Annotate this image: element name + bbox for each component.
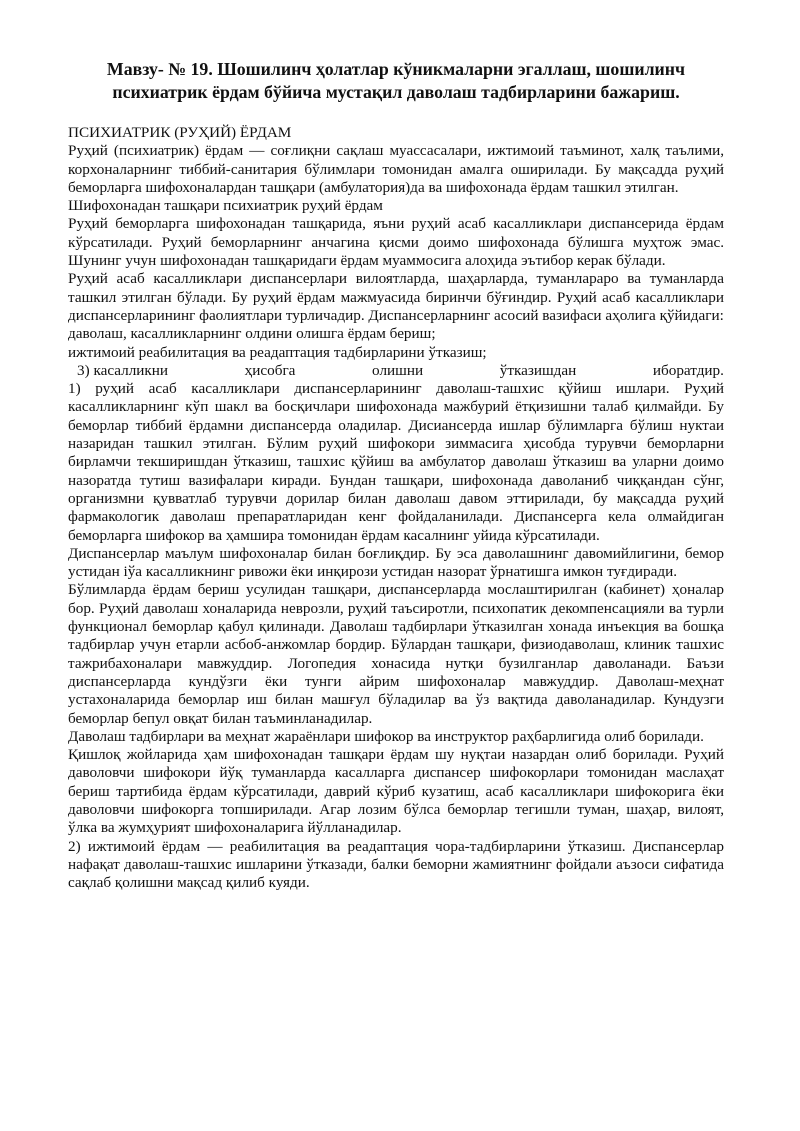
- section-heading: ПСИХИАТРИК (РУҲИЙ) ЁРДАМ: [68, 124, 292, 141]
- list-word: ҳисобга: [244, 361, 296, 379]
- title-line-1: Мавзу- № 19. Шошилинч ҳолатлар кўникмаларни эгаллаш, шошилинч: [106, 59, 686, 79]
- paragraph-hospital-link: Диспансерлар маълум шифохоналар билан боғлиқдир. Бу эса даволашнинг давомийлигини, бемор устидан іўа касалликнинг ривожи ёки инқирози устидан назорат ўрнатишга имкон туғдиради.: [68, 544, 724, 581]
- paragraph-cabinets: Бўлимларда ёрдам бериш усулидан ташқари, диспансерларда мослаштирилган (кабинет) ҳоналар бор. Руҳий даволаш хоналарида неврозли, руҳий таъсиротли, психопатик декомпенсацияли ва турли функционал беморлар қабул қилинади. Даволаш тадбирлари ўтказилган хонада инъекция ва бошқа тадбирлар учун етарли асбоб-анжомлар бордир. Бўлардан ташқари, физиодаволаш, клиник ташхис тажрибахоналари мавжуддир. Логопедия хонасида нутқи бузилганлар даволанади. Баъзи диспансерларда кундўзги ёки тунги айрим шифохоналар мавжуддир. Даволаш-меҳнат устахоналарида беморлар иш билан машғул бўладилар ва ўз вақтида даволанадилар. Кундузги беморлар бепул овқат билан таъминланадилар.: [68, 581, 724, 727]
- document-page: [68, 58, 724, 892]
- list-item-treatment: даволаш, касалликларнинг олдини олишга ёрдам бериш;: [68, 325, 436, 343]
- paragraph-outpatient: Руҳий беморларга шифохонадан ташқарида, яъни руҳий асаб касалликлари диспансерида ёрдам кўрсатилади. Руҳий беморларнинг анчагина қисми доимо шифохонада бўлишга муҳтож эмас. Шунинг учун шифохонадан ташқаридаги ёрдам муаммосига алоҳида эътибор керак бўлади.: [68, 215, 724, 270]
- list-item-rehabilitation: ижтимоий реабилитация ва реадаптация тадбирларини ўтказиш;: [68, 343, 487, 361]
- list-word: 3) касалликни: [77, 361, 169, 379]
- list-item-registration: [68, 362, 724, 380]
- list-word: ўтказишдан: [499, 361, 577, 379]
- paragraph-labor-therapy: Даволаш тадбирлари ва меҳнат жараёнлари шифокор ва инструктор раҳбарлигида олиб борилади.: [68, 727, 704, 745]
- list-word: иборатдир.: [652, 361, 724, 379]
- document-title: [68, 58, 724, 104]
- subheading-outpatient: Шифохонадан ташқари психиатрик руҳий ёрдам: [68, 197, 383, 215]
- paragraph-rural: Қишлоқ жойларида ҳам шифохонадан ташқари ёрдам шу нуқтаи назардан олиб борилади. Руҳий даволовчи шифокори йўқ туманларда касалларга диспансер шифокорлари томонидан маслаҳат бериш тартибида ёрдам кўрсатилади, даврий кўриб кузатиш, асаб касалликлари шифокорига ёки даволовчи шифокорга топширилади. Агар лозим бўлса беморлар тегишли туман, шаҳар, вилоят, ўлка ва жумҳурият шифохоналарига йўлланадилар.: [68, 746, 724, 837]
- list-word: олишни: [372, 361, 424, 379]
- paragraph-intro: Руҳий (психиатрик) ёрдам — соғлиқни сақлаш муассасалари, ижтимоий таъминот, халқ таълими, корхоналарнинг тиббий-санитария бўлимлари томонидан амалга оширилади. Бу мақсадда руҳий беморларга шифохоналардан ташқари (амбулатория)да ва шифохонада ёрдам ташкил этилган.: [68, 142, 724, 196]
- paragraph-dispensaries: Руҳий асаб касалликлари диспансерлари вилоятларда, шаҳарларда, туманлараро ва туманларда ташкил этилган бўлади. Бу руҳий ёрдам мажмуасида биринчи бўғиндир. Руҳий асаб касалликлари диспансерларининг фаолиятлари турличадир. Диспансерларнинг асосий вазифаси аҳолига қўйидаги:: [68, 270, 724, 324]
- title-line-2: психиатрик ёрдам бўйича мустақил даволаш тадбирларини бажариш.: [112, 82, 680, 102]
- paragraph-diagnosis-work: 1) руҳий асаб касалликлари диспансерларининг даволаш-ташхис қўйиш ишлари. Руҳий касалликларнинг кўп шакл ва босқичлари шифохонада мажбурий ётқизишни талаб қилмайди. Бу беморлар тиббий ёрдамни диспансерда оладилар. Дисиансерда ишлар бўлимларга бўлиш нуктаи назаридан ташкил этилган. Бўлим руҳий шифокори зиммасига ҳисобда турувчи беморларни бирламчи текширишдан ўтказиш, ташхис қўйиш ва амбулатор даволаш ўтказиш ва уларни доимо назоратда тутиш вазифалари киради. Бундан ташқари, шифохонада даволаниб чиққандан сўнг, организмни қувватлаб турувчи дорилар билан даволаш давом эттирилади, бу мақсадда руҳий фармакологик даволаш препаратларидан кенг фойдаланилади. Диспансерга кела олмайдиган беморларга шифокор ва ҳамшира томонидан ёрдам касалнинг уйида кўрсатилади.: [68, 380, 724, 544]
- paragraph-social-help: 2) ижтимоий ёрдам — реабилитация ва реадаптация чора-тадбирларини ўтказиш. Диспансерлар нафақат даволаш-ташхис ишларини ўтказади, балки беморни жамиятнинг фойдали аъзоси сифатида сақлаб қолишни мақсад қилиб куяди.: [68, 837, 724, 892]
